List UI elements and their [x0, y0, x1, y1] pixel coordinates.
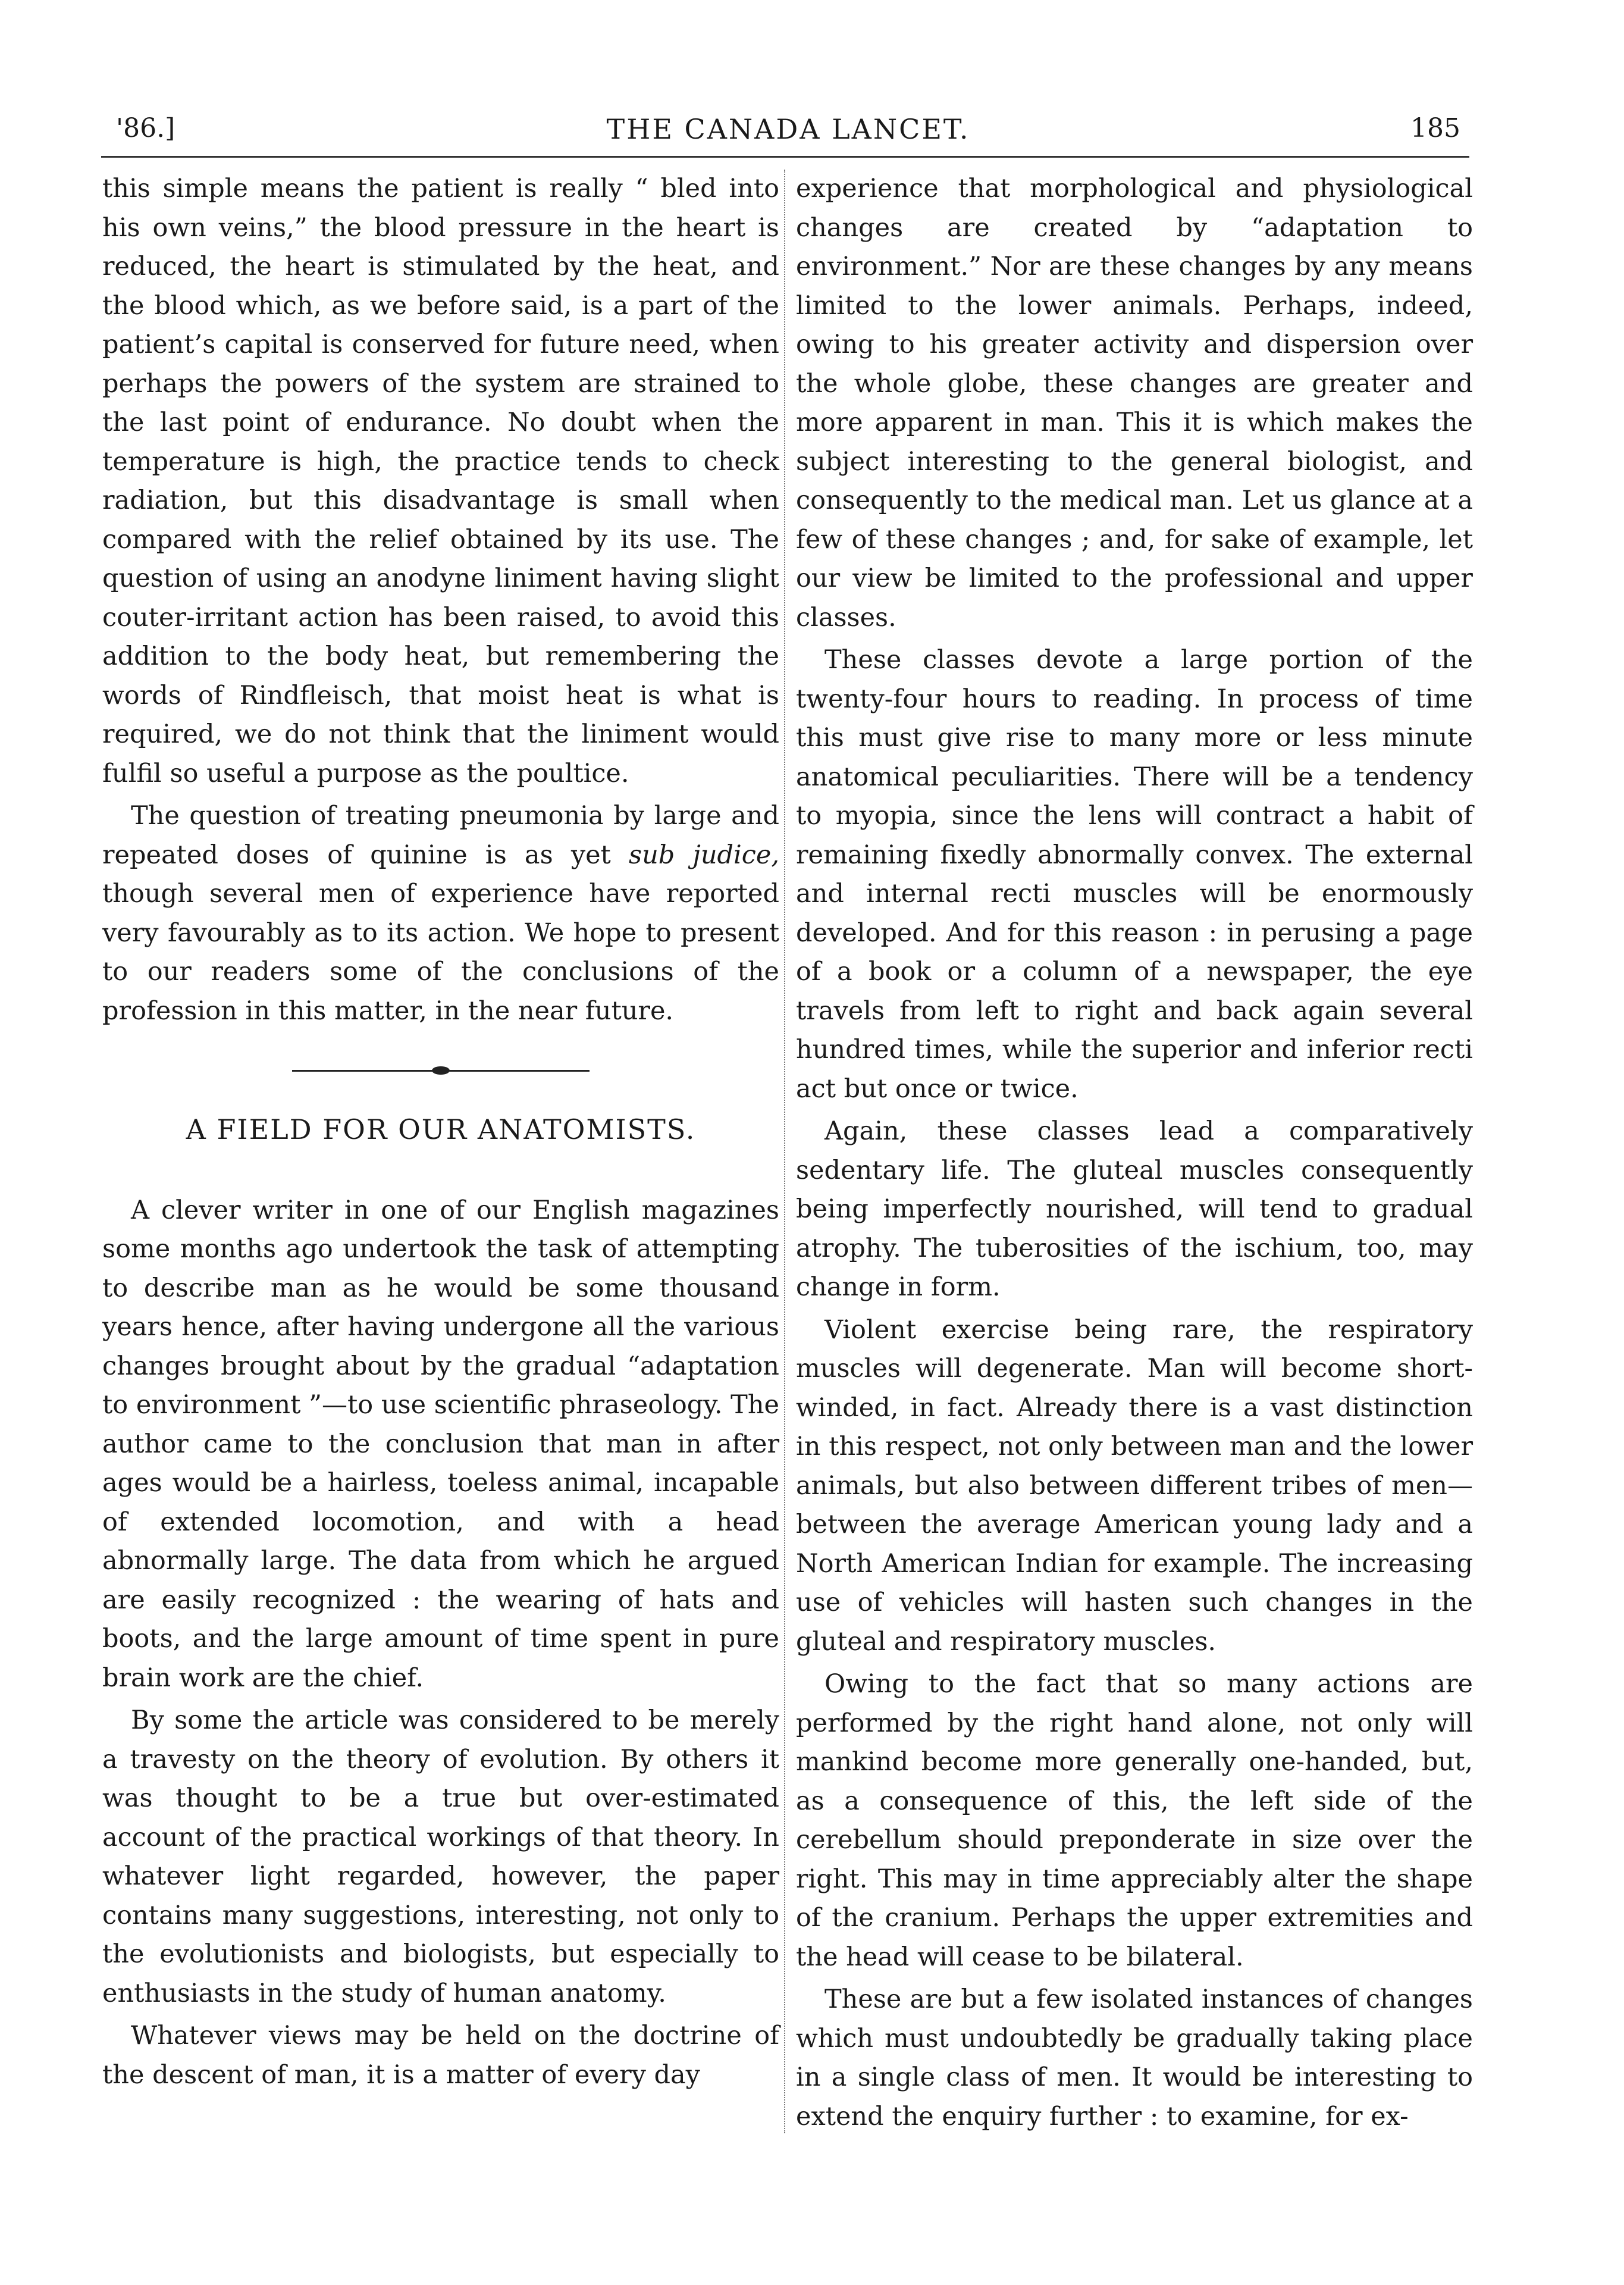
paragraph: Violent exercise being rare, the respiratory muscles will degenerate. Man will become short-winded, in fact. Already there is a vast distinction in this respect, not only between man and the lower animals, but also between different tribes of men—between the average American young lady and a North American Indian for example. The increasing use of vehicles will hasten such changes in the gluteal and respiratory muscles. — [796, 1314, 1473, 1657]
column-separator — [784, 170, 785, 2133]
divider-ornament — [432, 1066, 450, 1075]
paragraph — [102, 797, 779, 1031]
paragraph: These classes devote a large portion of the twenty-four hours to reading. In process of time this must give rise to many more or less minute anatomical peculiarities. There will be a tendency to myopia, since the lens will contract a habit of remaining fixedly abnormally convex. The external and internal recti muscles will be enormously developed. And for this reason : in perusing a page of a book or a column of a newspaper, the eye travels from left to right and back again several hundred times, while the superior and inferior recti act but once or twice. — [796, 645, 1473, 1104]
running-header — [116, 113, 1460, 155]
paragraph: experience that morphological and physiological changes are created by “adaptation to environment.” Nor are these changes by any means limited to the lower animals. Perhaps, indeed, owing to his greater activity and dispersion over the whole globe, these changes are greater and more apparent in man. This it is which makes the subject interesting to the general biologist, and consequently to the medical man. Let us glance at a few of these changes ; and, for sake of example, let our view be limited to the professional and upper classes. — [796, 174, 1473, 633]
journal-title: THE CANADA LANCET. — [606, 113, 970, 145]
paragraph: Owing to the fact that so many actions are performed by the right hand alone, not only will mankind become more generally one-handed, but, as a consequence of this, the left side of the cerebellum should preponderate in size over the right. This may in time appreciably alter the shape of the cranium. Perhaps the upper extremities and the head will cease to be bilateral. — [796, 1669, 1473, 1972]
right-column — [796, 170, 1473, 2140]
paragraph: These are but a few isolated instances of changes which must undoubtedly be gradually taking place in a single class of men. It would be interesting to extend the enquiry further : to examine, for ex- — [796, 1984, 1473, 2131]
section-divider — [292, 1066, 590, 1075]
paragraph: By some the article was considered to be merely a travesty on the theory of evolution. By others it was thought to be a true but over-estimated account of the practical workings of that theory. In whatever light regarded, however, the paper contains many suggestions, interesting, not only to the evolutionists and biologists, but especially to enthusiasts in the study of human anatomy. — [102, 1705, 779, 2008]
section-title: A FIELD FOR OUR ANATOMISTS. — [186, 1113, 696, 1145]
paragraph: A clever writer in one of our English magazines some months ago undertook the task of attempting to describe man as he would be some thousand years hence, after having undergone all the various changes brought about by the gradual “adaptation to environment ”—to use scientific phraseology. The author came to the conclusion that man in after ages would be a hairless, toeless animal, incapable of extended locomotion, and with a head abnormally large. The data from which he argued are easily recognized : the wearing of hats and boots, and the large amount of time spent in pure brain work are the chief. — [102, 1195, 779, 1693]
paragraph-text: The question of treating pneumonia by large and repeated doses of quinine is as yet — [102, 801, 779, 870]
paragraph: Again, these classes lead a comparatively sedentary life. The gluteal muscles consequently being imperfectly nourished, will tend to gradual atrophy. The tuberosities of the ischium, too, may change in form. — [796, 1116, 1473, 1302]
page-number: 185 — [1410, 113, 1460, 143]
header-year: '86.] — [116, 113, 175, 143]
header-rule — [101, 156, 1469, 158]
paragraph-text: though several men of experience have reported very favourably as to its action. We hope to present to our readers some of the conclusions of the profession in this matter, in the near future. — [102, 879, 779, 1026]
paragraph: this simple means the patient is really “ bled into his own veins,” the blood pressure in the heart is reduced, the heart is stimulated by the heat, and the blood which, as we before said, is a part of the patient’s capital is conserved for future need, when perhaps the powers of the system are strained to the last point of endurance. No doubt when the temperature is high, the practice tends to check radiation, but this disadvantage is small when compared with the relief obtained by its use. The question of using an anodyne liniment having slight couter-irritant action has been raised, to avoid this addition to the body heat, but remembering the words of Rindfleisch, that moist heat is what is required, we do not think that the liniment would fulfil so useful a purpose as the poultice. — [102, 174, 779, 788]
left-column — [102, 170, 779, 2098]
italic-text: sub judice, — [629, 840, 779, 870]
paragraph: Whatever views may be held on the doctrine of the descent of man, it is a matter of every day — [102, 2021, 779, 2090]
